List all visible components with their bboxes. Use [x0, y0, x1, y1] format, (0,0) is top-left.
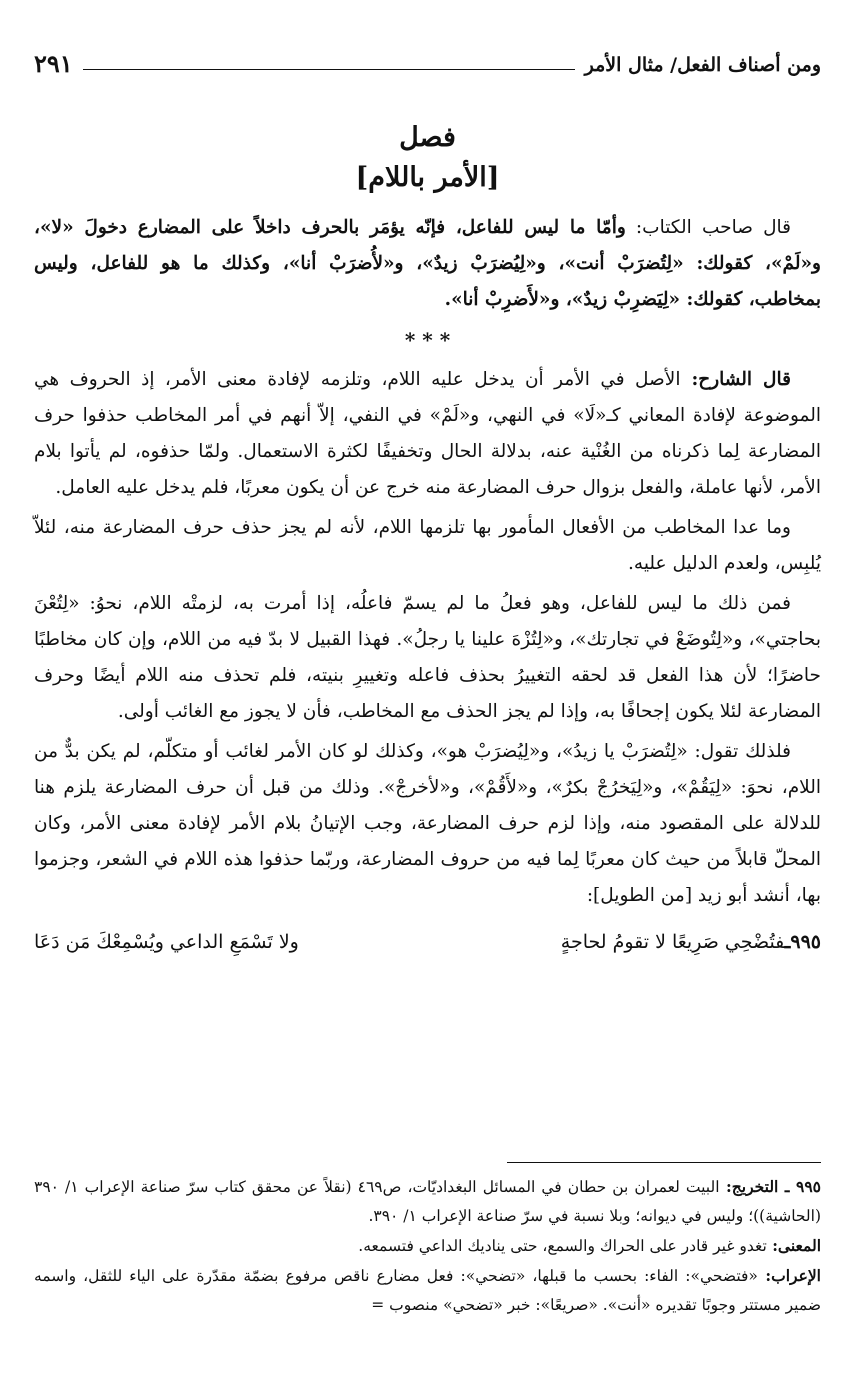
author-quote: وأمّا ما ليس للفاعل، فإنّه يؤمَر بالحرف داخلاً على المضارع دخولَ «لا»، و«لَمْ»، كقولك: «لِتُضرَبْ أنت»، و«لِيُضرَبْ زيدٌ»، و«لأُضرَبْ أنا»، وكذلك ما هو للفاعل، وليس بمخاطب، كقولك: «لِيَضرِبْ زيدٌ»، و«لأَضرِبْ أنا».: [34, 217, 821, 310]
footnote-meaning-body: تغدو غير قادر على الحراك والسمع، حتى يناديك الداعي فتسمعه.: [358, 1237, 767, 1255]
section-heading: [34, 118, 821, 198]
verse-number: ٩٩٥ـ: [784, 931, 821, 953]
verse-first-half: [561, 924, 821, 960]
hemistich-1: فتُضْحِي صَرِيعًا لا تقومُ لحاجةٍ: [560, 931, 785, 953]
footnote-takhrij-body: البيت لعمران بن حطان في المسائل البغداديّات، ص٤٦٩ (نقلاً عن محقق كتاب سرّ صناعة الإعراب ١/ ٣٩٠ (الحاشية))؛ وليس في ديوانه؛ وبلا نسبة في سرّ صناعة الإعراب ١/ ٣٩٠.: [34, 1178, 821, 1225]
separator-stars: * * *: [404, 328, 451, 352]
commentary-body: الأصل في الأمر أن يدخل عليه اللام، وتلزمه لإفادة معنى الأمر، إذ الحروف هي الموضوعة لإفادة المعاني كـ«لَا» في النهي، و«لَمْ» في النفي، إلاّ أنهم في أمر المخاطب حذفوا حرف المضارعة لِما ذكرناه من الغُنْية عنه، بدلالة الحال وتخفيفًا لكثرة الاستعمال. ولمّا حذفوه، لم يأتوا بلام الأمر، لأنها عاملة، والفعل بزوال حرف المضارعة منه خرج عن أن يكون معربًا، فلم يدخل عليه العامل.: [34, 369, 821, 498]
footnote-meaning: [34, 1231, 821, 1261]
running-head-title: ومن أصناف الفعل/ مثال الأمر: [584, 54, 821, 76]
author-lead: قال صاحب الكتاب:: [625, 217, 792, 238]
footnote-irab-lead: الإعراب:: [757, 1266, 821, 1285]
paragraph-commentary: [34, 362, 821, 506]
footnote-takhrij: [34, 1172, 821, 1231]
page-number: ٢٩١: [34, 49, 73, 78]
paragraph-4: فمن ذلك ما ليس للفاعل، وهو فعلُ ما لم يسمّ فاعلُه، إذا أمرت به، لزمتْه اللام، نحوُ: «لِتُعْنَ بحاجتي»، و«لِتُوضَعْ في تجارتك»، و«لِتُزْهَ علينا يا رجلُ». فهذا القبيل لا بدّ فيه من اللام، وإن كان مخاطبًا حاضرًا؛ لأن هذا الفعل قد لحقه التغييرُ بحذف فاعله وتغييرِ بنيته، فلم تحذف منه اللام أيضًا وحرف المضارعة لئلا يكون إجحافًا به، وإذا لم يجز الحذف مع المخاطب، فأن لا يجوز مع الغائب أولى.: [34, 593, 821, 722]
paragraph-3: وما عدا المخاطب من الأفعال المأمور بها تلزمها اللام، لأنه لم يجز حذف حرف المضارعة منه، لئلاّ يُلبِس، ولعدم الدليل عليه.: [34, 517, 821, 574]
paragraph-author-text: [34, 210, 821, 318]
hemistich-2: ولا تَسْمَعِ الداعي ويُسْمِعْكَ مَن دَعَا: [34, 931, 299, 953]
section-subtitle: [الأمر باللام]: [355, 162, 500, 193]
main-text: [34, 210, 821, 960]
footnotes: [34, 1172, 821, 1320]
footnote-irab-body: «فتضحي»: الفاء: بحسب ما قبلها، «تضحي»: فعل مضارع ناقص مرفوع بضمّة مقدّرة على الياء للثقل، واسمه ضمير مستتر وجوبًا تقديره «أنت». «صريعًا»: خبر «تضحي» منصوب =: [34, 1267, 821, 1314]
running-head: [34, 46, 821, 80]
footnote-takhrij-lead: ٩٩٥ ـ التخريج:: [719, 1177, 821, 1196]
running-head-rule: [83, 69, 575, 70]
commentator-lead: قال الشارح:: [680, 369, 791, 390]
section-title: فصل: [399, 122, 456, 153]
footnote-rule: [507, 1162, 821, 1163]
paragraph-5: فلذلك تقول: «لِتُضرَبْ يا زيدُ»، و«لِيُضرَبْ هو»، وكذلك لو كان الأمر لغائب أو متكلّم، لم يكن بدٌّ من اللام، نحوَ: «لِيَقُمْ»، و«لِيَخرُجْ بكرٌ»، و«لأَقُمْ»، و«لأخرجْ». وذلك من قبل أن حرف المضارعة يلزم هنا للدلالة على المقصود منه، وإذا لزم حرف المضارعة، وجب الإتيانُ بلام الأمر لإفادة معنى الأمر، وكان المحلّ قابلاً من حيث كان معربًا لِما فيه من حروف المضارعة، وربّما حذفوا هذه اللام في الشعر، وجزموا بها، أنشد أبو زيد [من الطويل]:: [34, 741, 821, 906]
footnote-meaning-lead: المعنى:: [766, 1236, 821, 1255]
footnote-irab: [34, 1261, 821, 1320]
poetry-verse: [34, 924, 821, 960]
